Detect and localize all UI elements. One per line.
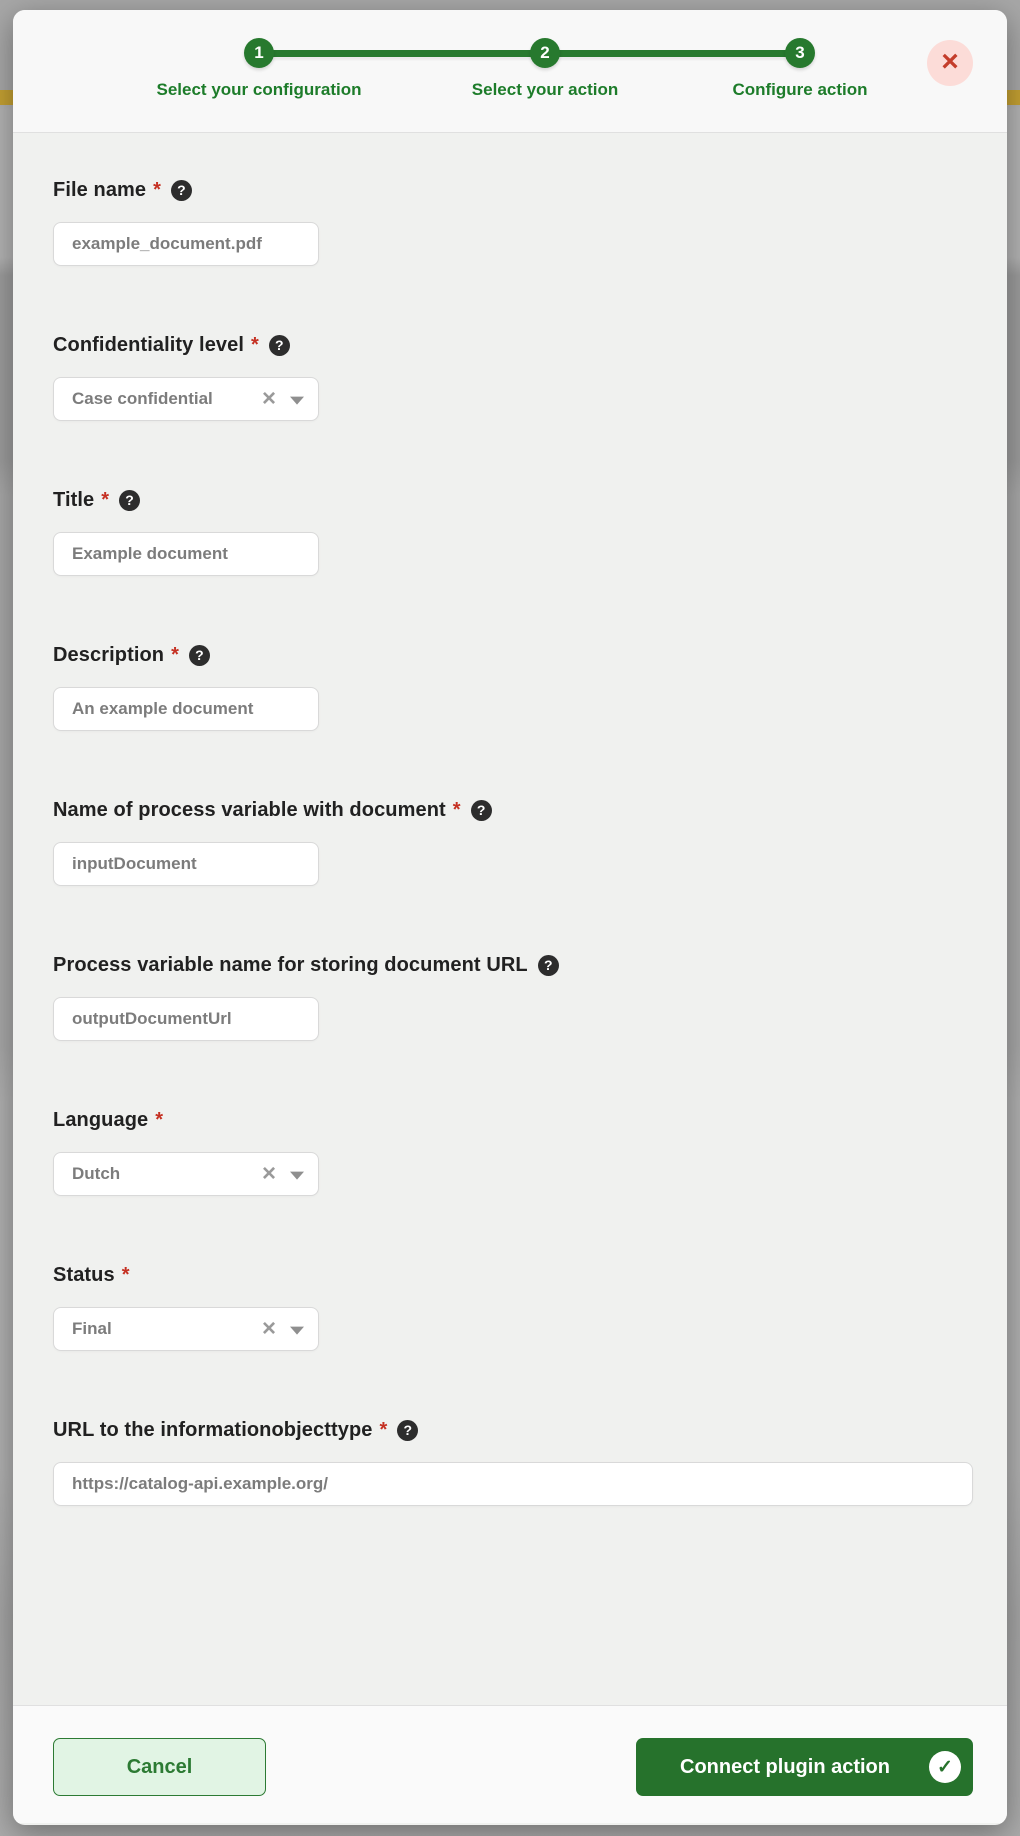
modal-footer	[13, 1705, 1007, 1823]
close-icon: ×	[941, 44, 959, 78]
cancel-button[interactable]	[53, 1738, 266, 1796]
check-circle-icon	[929, 1751, 961, 1783]
field-label: Name of process variable with document	[53, 798, 446, 821]
required-marker: *	[153, 178, 161, 201]
description-input[interactable]	[53, 687, 319, 731]
question-circle-icon[interactable]: ?	[189, 645, 210, 666]
required-marker: *	[121, 1263, 130, 1286]
question-circle-icon[interactable]: ?	[171, 180, 192, 201]
input-value: inputDocument	[72, 854, 197, 873]
clear-x-icon[interactable]: ×	[261, 385, 276, 412]
close-button[interactable]	[927, 40, 973, 86]
configure-action-form	[13, 133, 1007, 1705]
output-document-url-variable-input[interactable]	[53, 997, 319, 1041]
connect-plugin-action-button[interactable]	[636, 1738, 973, 1796]
step-1-number: 1	[254, 43, 264, 62]
required-marker: *	[379, 1418, 388, 1441]
field-confidentiality-level	[53, 333, 967, 421]
selected-value: Final	[72, 1319, 112, 1338]
language-select[interactable]	[53, 1152, 319, 1196]
step-1-circle[interactable]	[244, 38, 274, 68]
status-select[interactable]	[53, 1307, 319, 1351]
field-informationobjecttype-url	[53, 1418, 967, 1506]
input-value: Example document	[72, 544, 228, 563]
process-variable-document-input[interactable]	[53, 842, 319, 886]
field-output-document-url-variable	[53, 953, 967, 1041]
clear-x-icon[interactable]: ×	[261, 1315, 276, 1342]
cancel-button-label: Cancel	[126, 1755, 193, 1778]
required-marker: *	[155, 1108, 164, 1131]
field-label: URL to the informationobjecttype	[53, 1418, 373, 1441]
question-circle-icon[interactable]: ?	[119, 490, 140, 511]
field-status	[53, 1263, 967, 1351]
step-2-label: Select your action	[471, 80, 619, 99]
question-circle-icon[interactable]: ?	[471, 800, 492, 821]
step-3-label: Configure action	[732, 80, 868, 99]
field-label: Language	[53, 1108, 149, 1131]
question-circle-icon[interactable]: ?	[538, 955, 559, 976]
question-circle-icon[interactable]: ?	[397, 1420, 418, 1441]
selected-value: Dutch	[72, 1164, 121, 1183]
step-1-label: Select your configuration	[156, 80, 362, 99]
confidentiality-level-select[interactable]	[53, 377, 319, 421]
connect-button-label: Connect plugin action	[680, 1755, 890, 1778]
input-value: An example document	[72, 699, 254, 718]
field-file-name	[53, 178, 967, 266]
field-label: Status	[53, 1263, 115, 1286]
chevron-down-icon[interactable]	[290, 1327, 304, 1335]
step-2-circle[interactable]	[530, 38, 560, 68]
field-label: Title	[53, 488, 95, 511]
field-title	[53, 488, 967, 576]
chevron-down-icon[interactable]	[290, 397, 304, 405]
field-process-variable-document	[53, 798, 967, 886]
required-marker: *	[251, 333, 259, 356]
selected-value: Case confidential	[72, 389, 213, 408]
field-label: Description	[53, 643, 165, 666]
input-value: outputDocumentUrl	[72, 1009, 232, 1028]
field-language	[53, 1108, 967, 1196]
required-marker: *	[171, 643, 179, 666]
title-input[interactable]	[53, 532, 319, 576]
field-description	[53, 643, 967, 731]
file-name-input[interactable]	[53, 222, 319, 266]
clear-x-icon[interactable]: ×	[261, 1160, 276, 1187]
check-glyph: ✓	[937, 1756, 953, 1778]
step-3-number: 3	[795, 43, 805, 62]
wizard-header	[13, 10, 1007, 133]
step-3-circle[interactable]	[785, 38, 815, 68]
plugin-config-modal	[13, 10, 1007, 1825]
question-circle-icon[interactable]: ?	[269, 335, 290, 356]
required-marker: *	[452, 798, 461, 821]
field-label: File name	[53, 178, 147, 201]
required-marker: *	[101, 488, 110, 511]
step-2-number: 2	[540, 43, 550, 62]
field-label: Confidentiality level	[53, 333, 245, 356]
informationobjecttype-url-input[interactable]	[53, 1462, 973, 1506]
input-value: example_document.pdf	[72, 234, 262, 253]
chevron-down-icon[interactable]	[290, 1172, 304, 1180]
field-label: Process variable name for storing document URL	[53, 953, 528, 976]
input-value: https://catalog-api.example.org/	[72, 1474, 328, 1493]
